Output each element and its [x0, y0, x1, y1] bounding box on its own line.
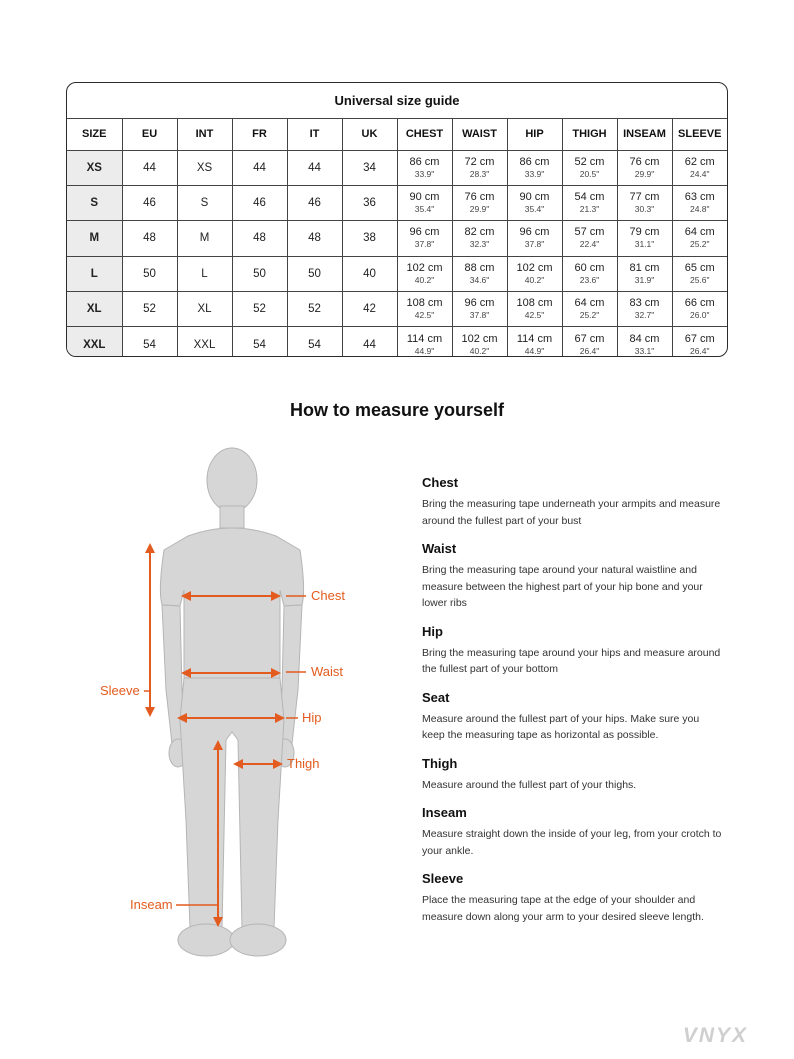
table-row: [67, 327, 727, 357]
it-cell: 52: [287, 292, 342, 327]
int-cell: M: [177, 221, 232, 256]
it-cell: 54: [287, 327, 342, 357]
hip-inch-value: 40.2": [524, 274, 545, 285]
chest-cm-value: 96 cm: [409, 226, 440, 239]
hip-cell: [507, 256, 562, 291]
uk-cell: 40: [342, 256, 397, 291]
header-eu: EU: [122, 119, 177, 150]
header-hip: HIP: [507, 119, 562, 150]
hip-cm-value: 90 cm: [519, 191, 550, 204]
waist-inch-value: 32.3": [469, 239, 490, 250]
chest-cm-value: 108 cm: [406, 297, 443, 310]
chest-cell: [397, 185, 452, 220]
size-cell: XL: [67, 292, 122, 327]
fr-cell: 44: [232, 150, 287, 185]
thigh-cell: [562, 185, 617, 220]
sleeve-cell: [672, 327, 727, 357]
instruction-text: Measure straight down the inside of your leg, from your crotch to your ankle.: [422, 828, 722, 857]
fr-cell: 50: [232, 256, 287, 291]
table-header-row: [67, 119, 727, 150]
thigh-cm-value: 60 cm: [574, 261, 605, 274]
table-row: [67, 185, 727, 220]
instruction-inseam: [422, 804, 722, 859]
int-cell: S: [177, 185, 232, 220]
waist-inch-value: 28.3": [469, 168, 490, 179]
waist-cell: [452, 256, 507, 291]
table-row: [67, 292, 727, 327]
inseam-cell: [617, 256, 672, 291]
waist-cm-value: 72 cm: [464, 155, 495, 168]
inseam-inch-value: 33.1": [634, 345, 655, 356]
it-cell: 44: [287, 150, 342, 185]
chest-inch-value: 37.8": [414, 239, 435, 250]
hip-cm-value: 86 cm: [519, 155, 550, 168]
hip-inch-value: 44.9": [524, 345, 545, 356]
thigh-inch-value: 20.5": [579, 168, 600, 179]
thigh-cm-value: 67 cm: [574, 332, 605, 345]
sleeve-cell: [672, 150, 727, 185]
it-cell: 48: [287, 221, 342, 256]
hip-inch-value: 35.4": [524, 204, 545, 215]
inseam-cell: [617, 185, 672, 220]
inseam-inch-value: 29.9": [634, 168, 655, 179]
instruction-thigh: [422, 755, 722, 794]
waist-cell: [452, 185, 507, 220]
sleeve-cell: [672, 256, 727, 291]
inseam-cell: [617, 221, 672, 256]
instruction-title: Waist: [422, 541, 457, 556]
size-cell: S: [67, 185, 122, 220]
waist-cell: [452, 150, 507, 185]
sleeve-inch-value: 25.2": [689, 239, 710, 250]
waist-inch-value: 40.2": [469, 345, 490, 356]
chest-inch-value: 42.5": [414, 310, 435, 321]
hip-cm-value: 114 cm: [516, 332, 553, 345]
sleeve-cell: [672, 185, 727, 220]
sleeve-cm-value: 66 cm: [684, 297, 715, 310]
waist-cell: [452, 221, 507, 256]
inseam-inch-value: 30.3": [634, 204, 655, 215]
header-int: INT: [177, 119, 232, 150]
it-cell: 46: [287, 185, 342, 220]
instruction-text: Bring the measuring tape underneath your armpits and measure around the fullest part of your bust: [422, 498, 721, 527]
chest-cell: [397, 150, 452, 185]
header-waist: WAIST: [452, 119, 507, 150]
int-cell: L: [177, 256, 232, 291]
eu-cell: 54: [122, 327, 177, 357]
thigh-cm-value: 57 cm: [574, 226, 605, 239]
uk-cell: 44: [342, 327, 397, 357]
inseam-inch-value: 31.9": [634, 274, 655, 285]
size-table: [67, 119, 727, 357]
chest-cm-value: 90 cm: [409, 191, 440, 204]
sleeve-cell: [672, 292, 727, 327]
brand-logo: VNYX: [682, 1024, 748, 1047]
sleeve-cm-value: 64 cm: [684, 226, 715, 239]
chest-cell: [397, 327, 452, 357]
size-cell: L: [67, 256, 122, 291]
uk-cell: 36: [342, 185, 397, 220]
instruction-text: Place the measuring tape at the edge of your shoulder and measure down along your arm to your desired sleeve length.: [422, 894, 704, 923]
sleeve-inch-value: 25.6": [689, 274, 710, 285]
inseam-label: Inseam: [130, 897, 173, 912]
instruction-title: Sleeve: [422, 871, 464, 886]
fr-cell: 46: [232, 185, 287, 220]
instruction-title: Inseam: [422, 805, 467, 820]
header-size: SIZE: [67, 119, 122, 150]
eu-cell: 46: [122, 185, 177, 220]
table-row: [67, 256, 727, 291]
thigh-cell: [562, 292, 617, 327]
instruction-title: Hip: [422, 623, 443, 639]
int-cell: XS: [177, 150, 232, 185]
hip-label: Hip: [302, 710, 322, 725]
inseam-inch-value: 32.7": [634, 310, 655, 321]
table-body: [67, 150, 727, 357]
thigh-cell: [562, 327, 617, 357]
hip-cell: [507, 185, 562, 220]
table-row: [67, 221, 727, 256]
sleeve-cm-value: 63 cm: [684, 191, 715, 204]
hip-cm-value: 108 cm: [516, 297, 553, 310]
hip-cell: [507, 221, 562, 256]
fr-cell: 54: [232, 327, 287, 357]
instruction-title: Chest: [422, 475, 459, 490]
sleeve-cm-value: 65 cm: [684, 261, 715, 274]
waist-cm-value: 88 cm: [464, 261, 495, 274]
inseam-cm-value: 83 cm: [629, 297, 660, 310]
hip-inch-value: 33.9": [524, 168, 545, 179]
size-cell: XXL: [67, 327, 122, 357]
thigh-cell: [562, 150, 617, 185]
chest-cell: [397, 221, 452, 256]
measure-title: How to measure yourself: [289, 400, 505, 420]
measurement-instructions: [422, 474, 722, 936]
instruction-text: Measure around the fullest part of your thighs.: [422, 778, 637, 791]
sleeve-cm-value: 62 cm: [684, 155, 715, 168]
sleeve-inch-value: 24.8": [689, 204, 710, 215]
hip-cm-value: 102 cm: [516, 261, 553, 274]
hip-cell: [507, 150, 562, 185]
chest-inch-value: 35.4": [414, 204, 435, 215]
thigh-inch-value: 21.3": [579, 204, 600, 215]
int-cell: XL: [177, 292, 232, 327]
inseam-cm-value: 84 cm: [629, 332, 660, 345]
waist-cell: [452, 292, 507, 327]
table-title: Universal size guide: [67, 83, 727, 119]
inseam-cm-value: 79 cm: [629, 226, 660, 239]
inseam-cell: [617, 292, 672, 327]
size-cell: M: [67, 221, 122, 256]
hip-cell: [507, 292, 562, 327]
sleeve-label: Sleeve: [100, 683, 140, 698]
chest-label: Chest: [311, 588, 345, 603]
header-it: IT: [287, 119, 342, 150]
waist-cm-value: 102 cm: [461, 332, 498, 345]
thigh-inch-value: 23.6": [579, 274, 600, 285]
instruction-waist: [422, 540, 722, 612]
thigh-inch-value: 25.2": [579, 310, 600, 321]
instruction-text: Measure around the fullest part of your hips. Make sure you keep the measuring tape as horizontal as possible.: [422, 712, 700, 741]
sleeve-cell: [672, 221, 727, 256]
hip-inch-value: 42.5": [524, 310, 545, 321]
waist-inch-value: 34.6": [469, 274, 490, 285]
header-uk: UK: [342, 119, 397, 150]
size-cell: XS: [67, 150, 122, 185]
uk-cell: 42: [342, 292, 397, 327]
fr-cell: 52: [232, 292, 287, 327]
waist-label: Waist: [311, 664, 344, 679]
eu-cell: 44: [122, 150, 177, 185]
int-cell: XXL: [177, 327, 232, 357]
thigh-cell: [562, 221, 617, 256]
waist-cell: [452, 327, 507, 357]
chest-inch-value: 44.9": [414, 345, 435, 356]
instruction-title: Thigh: [422, 755, 458, 771]
instruction-text: Bring the measuring tape around your hips and measure around the fullest part of your bottom: [422, 646, 721, 675]
thigh-cm-value: 52 cm: [574, 155, 605, 168]
thigh-inch-value: 22.4": [579, 239, 600, 250]
uk-cell: 38: [342, 221, 397, 256]
it-cell: 50: [287, 256, 342, 291]
hip-cm-value: 96 cm: [519, 226, 550, 239]
thigh-cm-value: 64 cm: [574, 297, 605, 310]
inseam-cm-value: 81 cm: [629, 261, 660, 274]
instruction-chest: [422, 474, 722, 529]
inseam-cm-value: 77 cm: [629, 191, 660, 204]
eu-cell: 48: [122, 221, 177, 256]
inseam-inch-value: 31.1": [634, 239, 655, 250]
instruction-sleeve: [422, 870, 722, 925]
waist-cm-value: 76 cm: [464, 191, 495, 204]
chest-inch-value: 33.9": [414, 168, 435, 179]
sleeve-inch-value: 26.4": [689, 345, 710, 356]
inseam-cm-value: 76 cm: [629, 155, 660, 168]
body-measurement-figure: [90, 440, 350, 980]
chest-cm-value: 102 cm: [406, 261, 443, 274]
thigh-inch-value: 26.4": [579, 345, 600, 356]
sleeve-inch-value: 26.0": [689, 310, 710, 321]
sleeve-cm-value: 67 cm: [684, 332, 715, 345]
instruction-hip: [422, 623, 722, 678]
hip-cell: [507, 327, 562, 357]
header-inseam: INSEAM: [617, 119, 672, 150]
instruction-seat: [422, 689, 722, 744]
inseam-cell: [617, 150, 672, 185]
chest-inch-value: 40.2": [414, 274, 435, 285]
header-fr: FR: [232, 119, 287, 150]
header-thigh: THIGH: [562, 119, 617, 150]
header-chest: CHEST: [397, 119, 452, 150]
waist-inch-value: 29.9": [469, 204, 490, 215]
thigh-label: Thigh: [287, 756, 320, 771]
waist-inch-value: 37.8": [469, 310, 490, 321]
hip-inch-value: 37.8": [524, 239, 545, 250]
waist-cm-value: 96 cm: [464, 297, 495, 310]
fr-cell: 48: [232, 221, 287, 256]
sleeve-inch-value: 24.4": [689, 168, 710, 179]
eu-cell: 52: [122, 292, 177, 327]
waist-cm-value: 82 cm: [464, 226, 495, 239]
header-sleeve: SLEEVE: [672, 119, 727, 150]
instruction-text: Bring the measuring tape around your natural waistline and measure between the highest part of your hip bone and your lower ribs: [422, 564, 703, 609]
chest-cm-value: 114 cm: [406, 332, 443, 345]
uk-cell: 34: [342, 150, 397, 185]
chest-cell: [397, 292, 452, 327]
thigh-cm-value: 54 cm: [574, 191, 605, 204]
instruction-title: Seat: [422, 689, 450, 705]
table-row: [67, 150, 727, 185]
eu-cell: 50: [122, 256, 177, 291]
size-guide-table: [66, 82, 728, 357]
thigh-cell: [562, 256, 617, 291]
inseam-cell: [617, 327, 672, 357]
chest-cell: [397, 256, 452, 291]
chest-cm-value: 86 cm: [409, 155, 440, 168]
